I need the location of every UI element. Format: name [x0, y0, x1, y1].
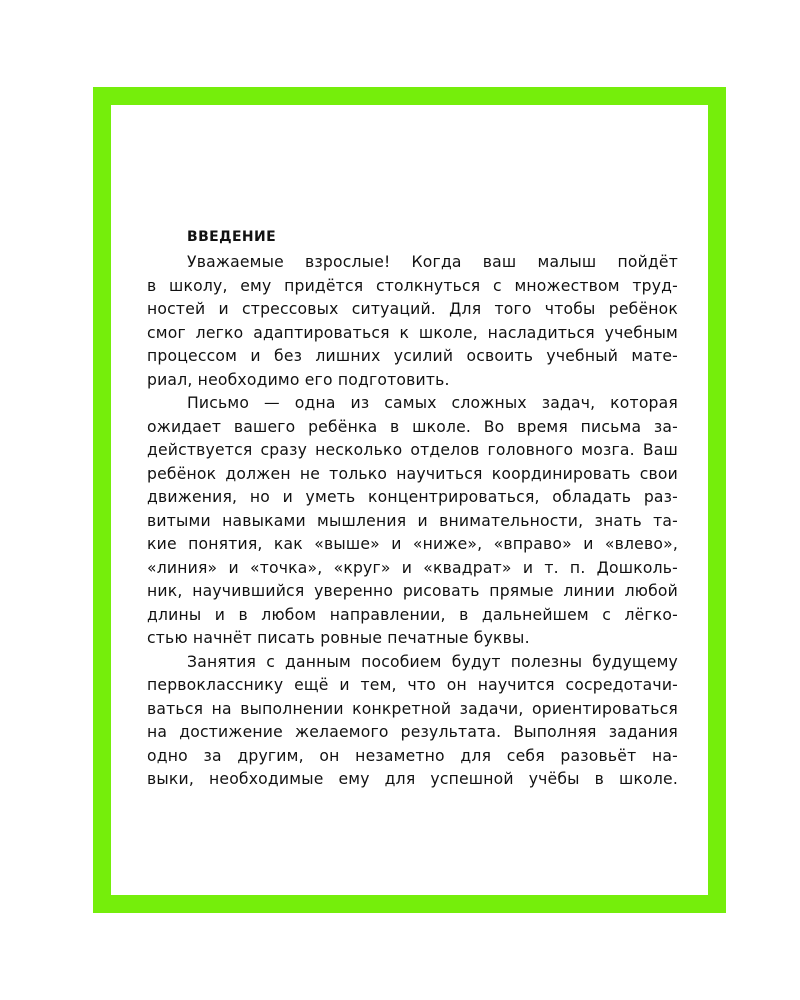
- text-line: ник, научившийся уверенно рисовать прямые линии любой: [147, 582, 678, 600]
- text-line: одно за другим, он незаметно для себя разовьёт на-: [147, 746, 678, 765]
- text-line: «линия» и «точка», «круг» и «квадрат» и т. п. Дошколь-: [147, 558, 678, 577]
- text-line: ожидает вашего ребёнка в школе. Во время письма за-: [147, 417, 678, 436]
- text-line: смог легко адаптироваться к школе, насладиться учебным: [147, 323, 678, 342]
- text-line: ваться на выполнении конкретной задачи, ориентироваться: [147, 699, 678, 718]
- section-heading: ВВЕДЕНИЕ: [187, 229, 277, 245]
- paragraph-1: [147, 251, 678, 392]
- text-line: действуется сразу несколько отделов головного мозга. Ваш: [147, 441, 678, 459]
- text-line: движения, но и уметь концентрироваться, обладать раз-: [147, 488, 678, 506]
- text-line: выки, необходимые ему для успешной учёбы в школе.: [147, 770, 678, 788]
- text-line: Уважаемые взрослые! Когда ваш малыш пойдёт: [187, 253, 678, 271]
- text-line: кие понятия, как «выше» и «ниже», «вправо» и «влево»,: [147, 535, 678, 553]
- text-line: витыми навыками мышления и внимательности, знать та-: [147, 511, 678, 530]
- text-line: процессом и без лишних усилий освоить учебный мате-: [147, 347, 678, 365]
- text-line: ребёнок должен не только научиться координировать свои: [147, 464, 678, 483]
- text-line: на достижение желаемого результата. Выполняя задания: [147, 723, 678, 741]
- paragraph-2: [147, 392, 678, 651]
- text-line: Занятия с данным пособием будут полезны будущему: [187, 652, 678, 671]
- paragraph-3: [147, 651, 678, 792]
- text-line: стью начнёт писать ровные печатные буквы.: [147, 629, 530, 647]
- text-line: риал, необходимо его подготовить.: [147, 370, 450, 389]
- text-line: Письмо — одна из самых сложных задач, которая: [187, 394, 678, 412]
- text-line: в школу, ему придётся столкнуться с множеством труд-: [147, 276, 678, 295]
- introduction-section: [147, 226, 678, 792]
- text-line: первокласснику ещё и тем, что он научится сосредотачи-: [147, 676, 678, 694]
- text-line: ностей и стрессовых ситуаций. Для того чтобы ребёнок: [147, 300, 678, 318]
- text-line: длины и в любом направлении, в дальнейшем с лёгко-: [147, 605, 678, 624]
